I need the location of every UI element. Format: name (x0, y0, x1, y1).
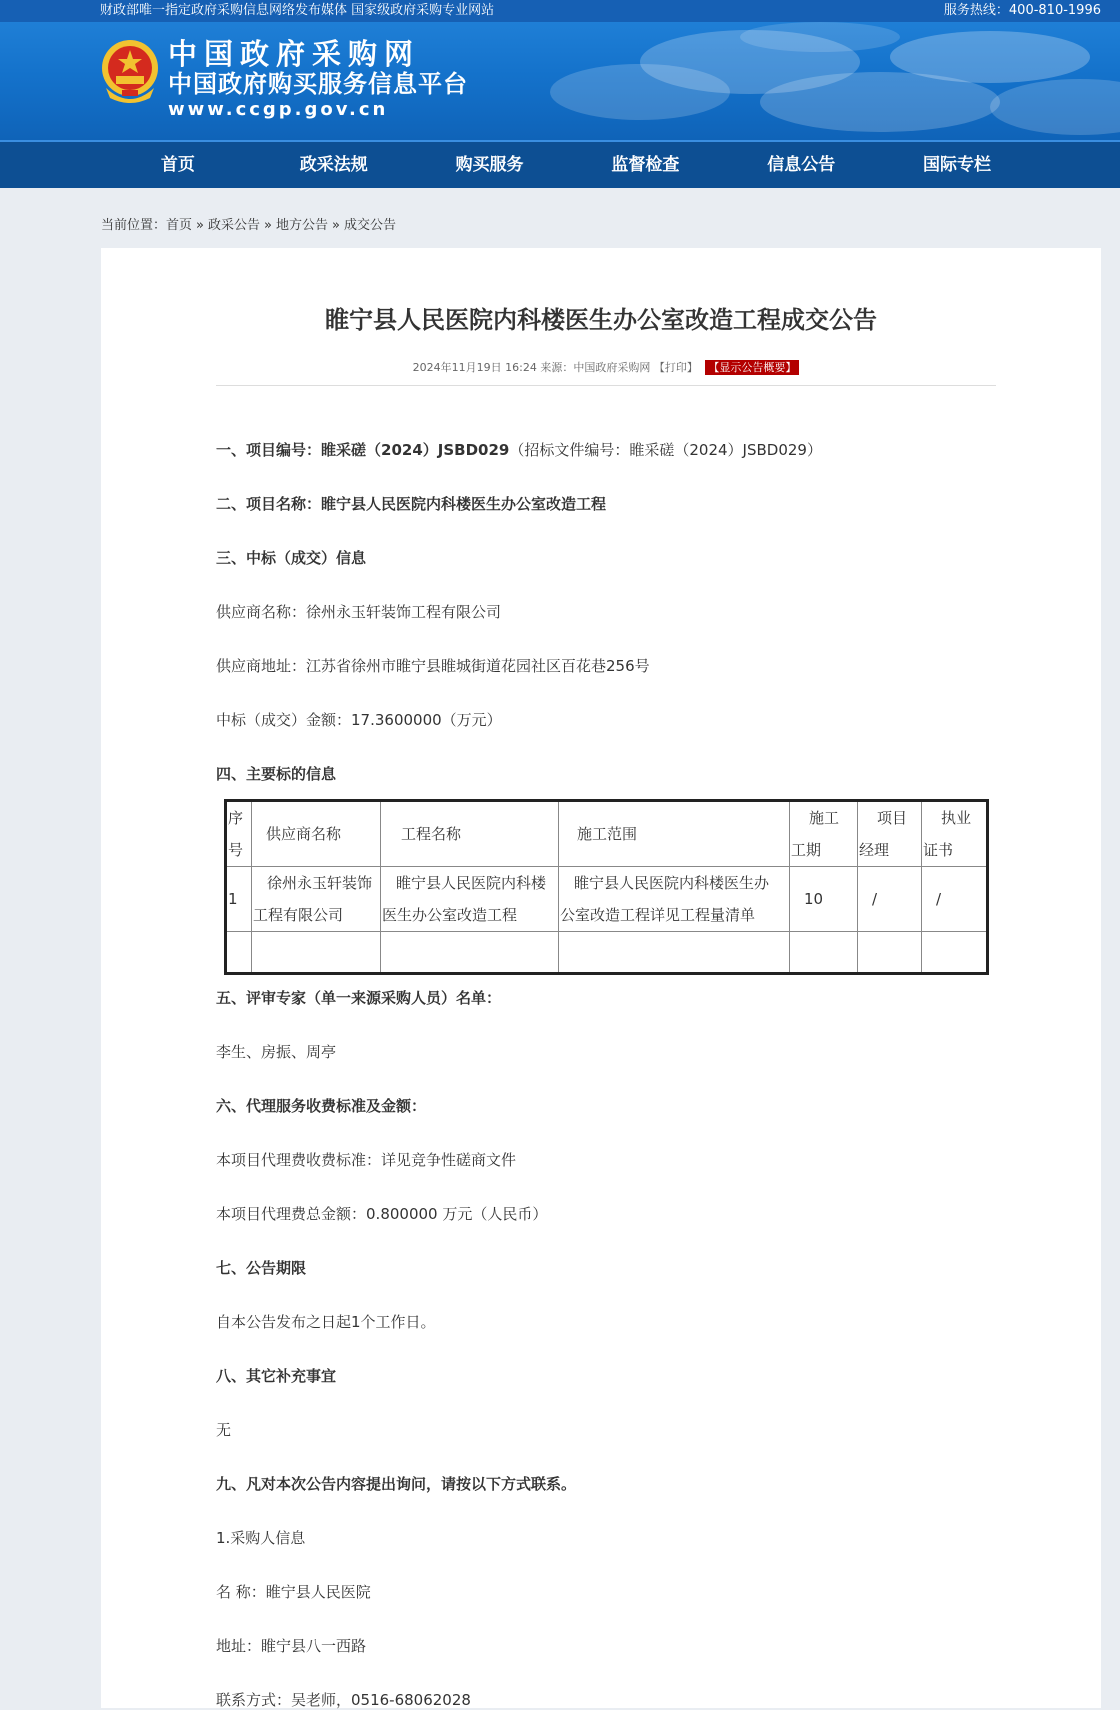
nav-regulations[interactable]: 政采法规 (299, 155, 368, 175)
breadcrumb-sep: » (264, 218, 272, 233)
other-text: 无 (216, 1421, 232, 1439)
th-certificate: 执业 证书 (922, 801, 988, 867)
logo-url: www.ccgp.gov.cn (168, 99, 389, 120)
site-logo[interactable] (100, 38, 468, 122)
nav-supervision[interactable]: 监督检查 (611, 155, 680, 175)
table-header-row (226, 801, 988, 867)
show-summary-button[interactable]: 【显示公告概要】 (705, 360, 799, 375)
cell-manager: / (858, 867, 922, 932)
section-award-info: 三、中标（成交）信息 (216, 549, 367, 567)
th-supplier: 供应商名称 (252, 801, 381, 867)
section-contact: 九、凡对本次公告内容提出询问，请按以下方式联系。 (216, 1475, 577, 1493)
section-period: 七、公告期限 (216, 1259, 307, 1277)
fee-total: 本项目代理费总金额：0.800000 万元（人民币） (216, 1205, 548, 1223)
experts-list: 李生、房振、周亭 (216, 1043, 337, 1061)
section-project-name: 二、项目名称：睢宁县人民医院内科楼医生办公室改造工程 (216, 495, 607, 513)
period-text: 自本公告发布之日起1个工作日。 (216, 1313, 436, 1331)
cell-project: 睢宁县人民医院内科楼 医生办公室改造工程 (381, 867, 559, 932)
th-period: 施工 工期 (790, 801, 858, 867)
buyer-name: 名 称：睢宁县人民医院 (216, 1583, 371, 1601)
section-main-items: 四、主要标的信息 (216, 765, 337, 783)
nav-home[interactable]: 首页 (160, 155, 195, 175)
top-info-bar (0, 0, 1120, 22)
article-source: 来源：中国政府采购网 (540, 361, 651, 374)
section-project-number: 一、项目编号：睢采磋（2024）JSBD029（招标文件编号：睢采磋（2024）JSBD029） (216, 441, 822, 459)
th-project: 工程名称 (381, 801, 559, 867)
main-nav (0, 140, 1120, 188)
breadcrumb-local[interactable]: 地方公告 (275, 218, 328, 233)
print-link[interactable]: 【打印】 (653, 361, 698, 374)
breadcrumb-deal[interactable]: 成交公告 (343, 218, 396, 233)
top-slogan: 财政部唯一指定政府采购信息网络发布媒体 国家级政府采购专业网站 (100, 3, 495, 18)
cell-certificate: / (922, 867, 988, 932)
site-banner (0, 22, 1120, 140)
article-meta (216, 359, 996, 386)
breadcrumb (0, 188, 1120, 246)
section-other: 八、其它补充事宜 (216, 1367, 337, 1385)
table-row (226, 867, 988, 932)
service-hotline: 服务热线：400-810-1996 (943, 3, 1101, 18)
logo-title: 中国政府采购网 (168, 37, 421, 71)
nav-announcements[interactable]: 信息公告 (767, 155, 836, 175)
main-items-table (224, 799, 989, 975)
breadcrumb-sep: » (196, 218, 204, 233)
supplier-address: 供应商地址：江苏省徐州市睢宁县睢城街道花园社区百花巷256号 (216, 657, 650, 675)
buyer-address: 地址：睢宁县八一西路 (216, 1637, 367, 1655)
cell-scope: 睢宁县人民医院内科楼医生办 公室改造工程详见工程量清单 (559, 867, 790, 932)
article-title: 睢宁县人民医院内科楼医生办公室改造工程成交公告 (325, 306, 877, 334)
cell-supplier: 徐州永玉轩装饰 工程有限公司 (252, 867, 381, 932)
section-experts: 五、评审专家（单一来源采购人员）名单： (216, 989, 502, 1007)
table-row-empty (226, 932, 988, 974)
cloud-decoration (520, 22, 1120, 140)
breadcrumb-sep: » (332, 218, 340, 233)
cell-period: 10 (790, 867, 858, 932)
article-panel (101, 248, 1101, 1708)
logo-subtitle: 中国政府购买服务信息平台 (168, 70, 468, 98)
th-manager: 项目 经理 (858, 801, 922, 867)
buyer-contact: 联系方式：吴老师，0516-68062028 (216, 1691, 471, 1709)
nav-purchase-service[interactable]: 购买服务 (455, 155, 524, 175)
breadcrumb-home[interactable]: 首页 (166, 218, 193, 233)
cell-no: 1 (226, 867, 252, 932)
publish-date: 2024年11月19日 16:24 (412, 361, 537, 374)
th-no: 序 号 (226, 801, 252, 867)
th-scope: 施工范围 (559, 801, 790, 867)
nav-international[interactable]: 国际专栏 (923, 155, 992, 175)
breadcrumb-label: 当前位置： (101, 218, 167, 233)
breadcrumb-announcements[interactable]: 政采公告 (208, 218, 261, 233)
award-amount: 中标（成交）金额：17.3600000（万元） (216, 711, 502, 729)
national-emblem-icon (100, 38, 160, 106)
section-agency-fee: 六、代理服务收费标准及金额： (216, 1097, 427, 1115)
buyer-info-title: 1.采购人信息 (216, 1529, 306, 1547)
fee-standard: 本项目代理费收费标准：详见竞争性磋商文件 (216, 1151, 517, 1169)
supplier-name: 供应商名称：徐州永玉轩装饰工程有限公司 (216, 603, 502, 621)
